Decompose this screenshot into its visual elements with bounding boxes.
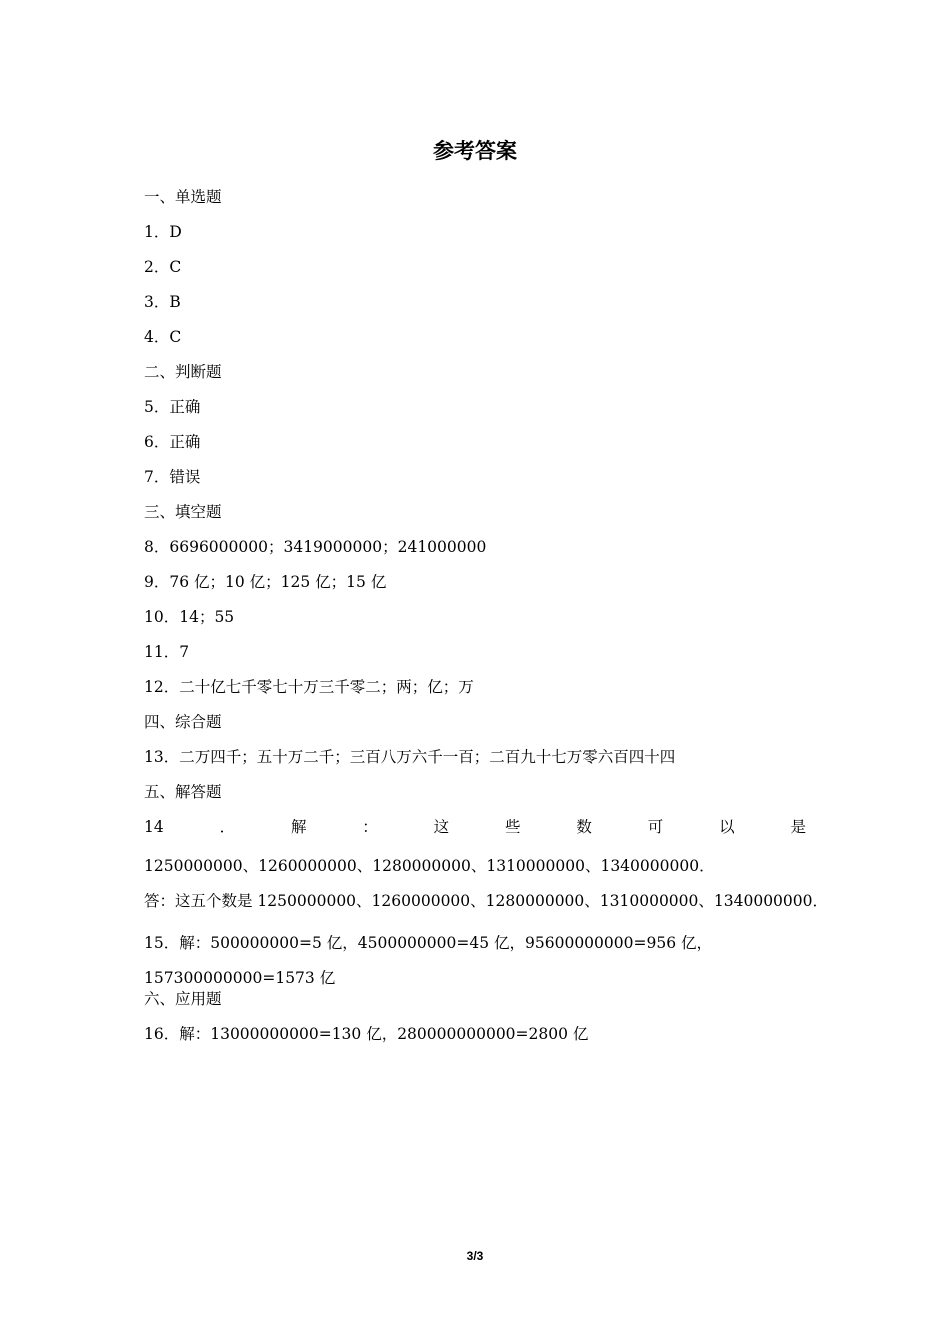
answer-line-8: 8．6696000000；3419000000；241000000 [144, 538, 487, 556]
answer-line-4: 4．C [144, 328, 182, 346]
q14-token: 14 [144, 818, 164, 836]
section-heading-solve: 五、解答题 [144, 783, 222, 801]
q14-token: 解 [290, 818, 307, 836]
page-number: 3/3 [466, 1249, 484, 1263]
q14-token: 这 [433, 818, 450, 836]
q14-token: 数 [576, 818, 592, 836]
section-heading-comprehensive: 四、综合题 [144, 713, 222, 731]
answer-line-15: 15．解：500000000=5 亿，4500000000=45 亿，95600000000=956 亿，157300000000=1573 亿 [144, 934, 712, 987]
answer-line-14-conclusion: 答：这五个数是 1250000000、1260000000、1280000000、1310000000、1340000000． [144, 892, 829, 910]
answer-line-2: 2．C [144, 258, 182, 276]
answer-content [144, 187, 829, 1059]
section-heading-true-false: 二、判断题 [144, 363, 222, 381]
answer-line-10: 10．14；55 [144, 608, 235, 626]
answer-line-9: 9．76 亿；10 亿；125 亿；15 亿 [144, 573, 387, 591]
answer-line-12: 12．二十亿七千零七十万三千零二；两；亿；万 [144, 678, 474, 696]
answer-line-14-numbers: 1250000000、1260000000、1280000000、1310000000、1340000000． [144, 857, 715, 875]
answer-line-13: 13．二万四千；五十万二千；三百八万六千一百；二百九十七万零六百四十四 [144, 748, 676, 766]
q14-token: ． [219, 818, 236, 836]
q14-token: 可 [647, 818, 664, 836]
answer-line-6: 6．正确 [144, 433, 201, 451]
section-heading-single-choice: 一、单选题 [144, 188, 222, 206]
answer-line-1: 1．D [144, 223, 182, 241]
answer-line-11: 11．7 [144, 643, 190, 661]
answer-line-3: 3．B [144, 293, 181, 311]
q14-token: ： [362, 818, 378, 836]
page-title: 参考答案 [433, 139, 517, 163]
q14-token: 是 [790, 818, 806, 836]
section-heading-fill-blank: 三、填空题 [144, 503, 222, 521]
answer-line-16: 16．解：13000000000=130 亿，280000000000=2800 亿 [144, 1025, 589, 1043]
q14-token: 些 [505, 818, 521, 836]
answer-line-5: 5．正确 [144, 398, 201, 416]
answer-line-14-lead [144, 817, 806, 837]
section-heading-application: 六、应用题 [144, 990, 222, 1008]
q14-token: 以 [719, 818, 735, 836]
answer-line-7: 7．错误 [144, 468, 201, 486]
